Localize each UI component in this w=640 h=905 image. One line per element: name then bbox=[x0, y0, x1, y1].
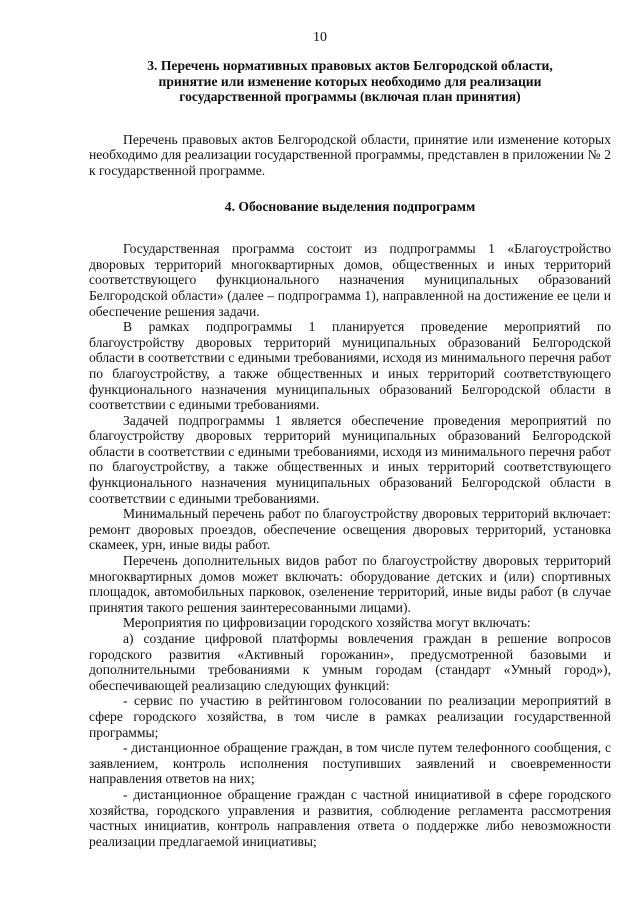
section-4-paragraph: В рамках подпрограммы 1 планируется проведение мероприятий по благоустройству дворовых территорий муниципальных образований Белгородской области в соответствии с едиными требованиями, исходя из минимального перечня работ по благоустройству, а также общественных и иных территорий соответствующего функционального назначения муниципальных образований Белгородской области в соответствии с едиными требованиями. bbox=[89, 319, 611, 413]
section-4-list-item: - дистанционное обращение граждан с частной инициативой в сфере городского хозяйства, городского управления и развития, соблюдение регламента рассмотрения частных инициатив, контроль направления ответа о поддержке либо невозможности реализации предлагаемой инициативы; bbox=[89, 786, 611, 849]
section-4-paragraph: Задачей подпрограммы 1 является обеспечение проведения мероприятий по благоустройству дворовых территорий муниципальных образований Белгородской области в соответствии с едиными требованиями, исходя из минимального перечня работ по благоустройству, а также общественных и иных территорий соответствующего функционального назначения муниципальных образований Белгородской области в соответствии с едиными требованиями. bbox=[89, 412, 611, 506]
section-4-paragraph: Государственная программа состоит из подпрограммы 1 «Благоустройство дворовых территорий многоквартирных домов, общественных и иных территорий соответствующего функционального назначения муниципальных образований Белгородской области» (далее – подпрограмма 1), направленной на достижение ее цели и обеспечение решения задачи. bbox=[89, 241, 611, 319]
section-3-paragraph: Перечень правовых актов Белгородской области, принятие или изменение которых необходимо для реализации государственной программы, представлен в приложении № 2 к государственной программе. bbox=[89, 131, 611, 178]
section-4-paragraph: а) создание цифровой платформы вовлечения граждан в решение вопросов городского развития «Активный горожанин», предусмотренной базовыми и дополнительными требованиями к умным городам (стандарт «Умный город»), обеспечивающей реализацию следующих функций: bbox=[89, 631, 611, 693]
section-3-heading bbox=[89, 58, 611, 105]
section-4-paragraph: Минимальный перечень работ по благоустройству дворовых территорий включает: ремонт дворовых проездов, обеспечение освещения дворовых территорий, установка скамеек, урн, иные виды работ. bbox=[89, 506, 611, 553]
section-4-list-item: - дистанционное обращение граждан, в том числе путем телефонного сообщения, с заявлением, контроль исполнения поступивших заявлений и своевременности направления ответов на них; bbox=[89, 740, 611, 787]
section-3-heading-line: государственной программы (включая план принятия) bbox=[179, 89, 521, 105]
section-4-heading: 4. Обоснование выделения подпрограмм bbox=[224, 198, 476, 214]
section-3-heading-line: 3. Перечень нормативных правовых актов Белгородской области, bbox=[147, 58, 553, 73]
page-number: 10 bbox=[313, 30, 327, 45]
section-4-list-item: - сервис по участию в рейтинговом голосовании по реализации мероприятий в сфере городского хозяйства, в том числе в рамках реализации государственной программы; bbox=[89, 693, 611, 740]
page-content bbox=[89, 58, 611, 849]
section-3-heading-line: принятие или изменение которых необходимо для реализации bbox=[158, 73, 542, 89]
section-4-paragraph: Мероприятия по цифровизации городского хозяйства могут включать: bbox=[123, 615, 531, 631]
section-4-paragraph: Перечень дополнительных видов работ по благоустройству дворовых территорий многоквартирных домов может включать: оборудование детских и (или) спортивных площадок, автомобильных парковок, озеленение территорий, иные виды работ (в случае принятия такого решения заинтересованными лицами). bbox=[89, 553, 611, 615]
